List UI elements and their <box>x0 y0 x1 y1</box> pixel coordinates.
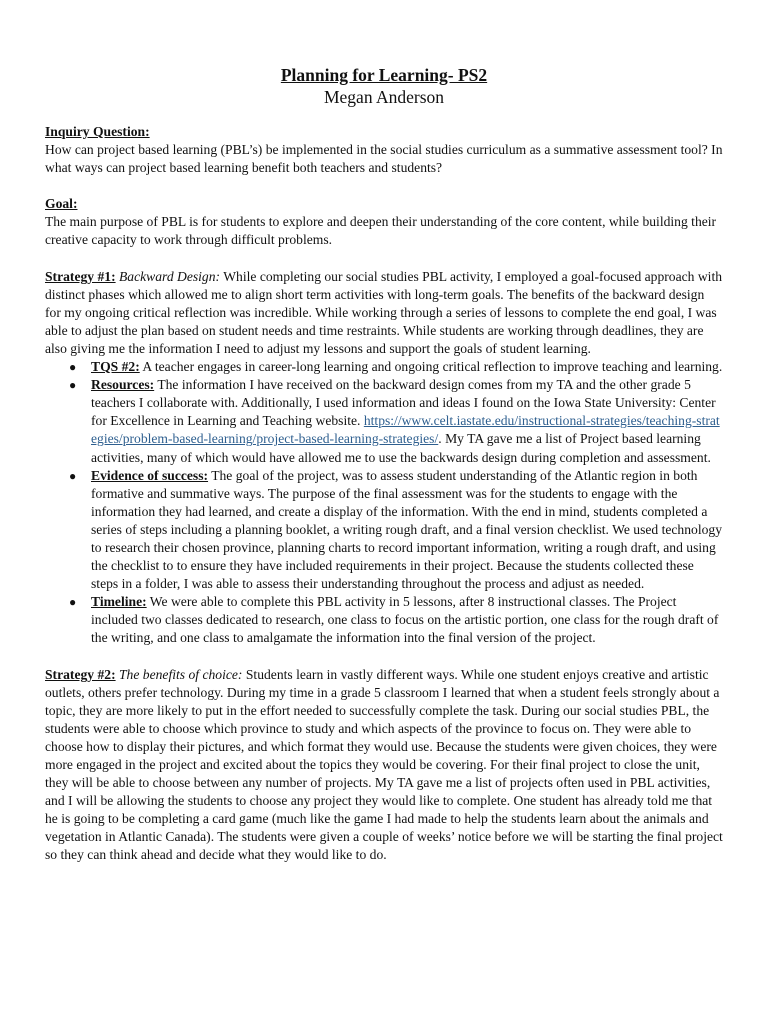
timeline-label: Timeline: <box>91 594 147 610</box>
tqs-label: TQS #2: <box>91 359 140 375</box>
tqs-text: A teacher engages in career-long learning and ongoing critical reflection to improve teaching and learning. <box>142 359 723 375</box>
resources-link[interactable]: https://www.celt.iastate.edu/instructional-strategies/teaching-strategies/problem-based-learning/project-based-learning-strategies/ <box>91 413 720 447</box>
bullet-icon: ● <box>69 595 77 610</box>
strategy2-heading: Strategy #2: <box>45 666 116 682</box>
list-item-tqs <box>45 358 723 376</box>
strategy2-text: Students learn in vastly different ways. While one student enjoys creative and artistic outlets, others prefer technology. During my time in a grade 5 classroom I learned that when a student feels strongly about a topic, they are more likely to put in the effort needed to successfully complete the task. During our social studies PBL, the students were able to choose which province to study and which aspects of the province to focus on. They were able to choose how to display their pictures, and which format they would use. Because the students were given choices, they were more engaged in the project and excited about the topics they would be covering. For their final project to close the unit, they will be able to choose between any number of projects. My TA gave me a list of projects often used in PBL activities, and I will be allowing the students to choose any project they would like to complete. One student has already told me that he is going to be completing a card game (much like the game I had made to help the students learn about the animals and vegetation in Atlantic Canada). The students were given a couple of weeks’ notice before we will be starting the final project so they can think ahead and decide what they would like to do. <box>45 666 723 863</box>
resources-label: Resources: <box>91 377 155 393</box>
document-author: Megan Anderson <box>323 87 445 107</box>
evidence-label: Evidence of success: <box>91 467 209 483</box>
strategy2-paragraph <box>45 666 723 865</box>
bullet-icon: ● <box>69 378 77 393</box>
list-item-evidence <box>45 467 723 594</box>
goal-text: The main purpose of PBL is for students to explore and deepen their understanding of the core content, while building their creative capacity to work through difficult problems. <box>45 214 717 248</box>
list-item-resources <box>45 376 723 466</box>
strategy1-bullet-list <box>45 358 723 648</box>
strategy2-subtitle: The benefits of choice: <box>119 666 243 682</box>
strategy1-text: While completing our social studies PBL activity, I employed a goal-focused approach with distinct phases which allowed me to align short term activities with long-term goals. The benefits of the backward design for my ongoing critical reflection was incredible. While working through a series of lessons to complete the end goal, I was able to adjust the plan based on student needs and time restraints. While students are working through deadlines, they are also giving me the information I need to adjust my lessons and support the goals of student learning. <box>45 268 723 356</box>
inquiry-heading: Inquiry Question: <box>45 124 150 139</box>
goal-heading: Goal: <box>45 196 78 212</box>
strategy1-heading: Strategy #1: <box>45 268 116 284</box>
document-title: Planning for Learning- PS2 <box>280 65 488 85</box>
bullet-icon: ● <box>69 468 77 483</box>
resources-text: The information I have received on the backward design comes from my TA and the other grade 5 teachers I collaborate with. Additionally, I used information and ideas I found on the Iowa State University: Center for Excellence in Learning and Teaching website. <box>91 377 716 429</box>
inquiry-heading-line <box>45 123 723 141</box>
strategy1-subtitle: Backward Design: <box>119 268 221 284</box>
list-item-timeline <box>45 593 723 647</box>
bullet-icon: ● <box>69 360 77 375</box>
evidence-text: The goal of the project, was to assess student understanding of the Atlantic region in both formative and summative ways. The purpose of the final assessment was for the students to engage with the information they had learned, and create a display of the information. With the end in mind, students completed a series of steps including a planning booklet, a writing rough draft, and a final version checklist. We used technology to research their chosen province, planning charts to record important information, writing a rough draft, and using the checklist to to ensure they have included requirements in their project. Because the students collected these steps in a folder, I was able to assess their understanding throughout the process and adjust as needed. <box>91 467 722 592</box>
resources-after-text: . My TA gave me a list of Project based learning activities, many of which would have allowed me to use the backwards design during completion and assessment. <box>91 431 711 465</box>
inquiry-text: How can project based learning (PBL’s) be implemented in the social studies curriculum as a summative assessment tool? In what ways can project based learning benefit both teachers and students? <box>45 142 723 176</box>
document-page <box>45 64 723 865</box>
goal-heading-line <box>45 195 723 213</box>
strategy1-paragraph <box>45 268 723 358</box>
timeline-text: We were able to complete this PBL activity in 5 lessons, after 8 instructional classes. The Project included two classes dedicated to research, one class to focus on the artistic portion, one class for the rough draft of the writing, and one class to amalgamate the information into the final version of the project. <box>91 594 719 646</box>
